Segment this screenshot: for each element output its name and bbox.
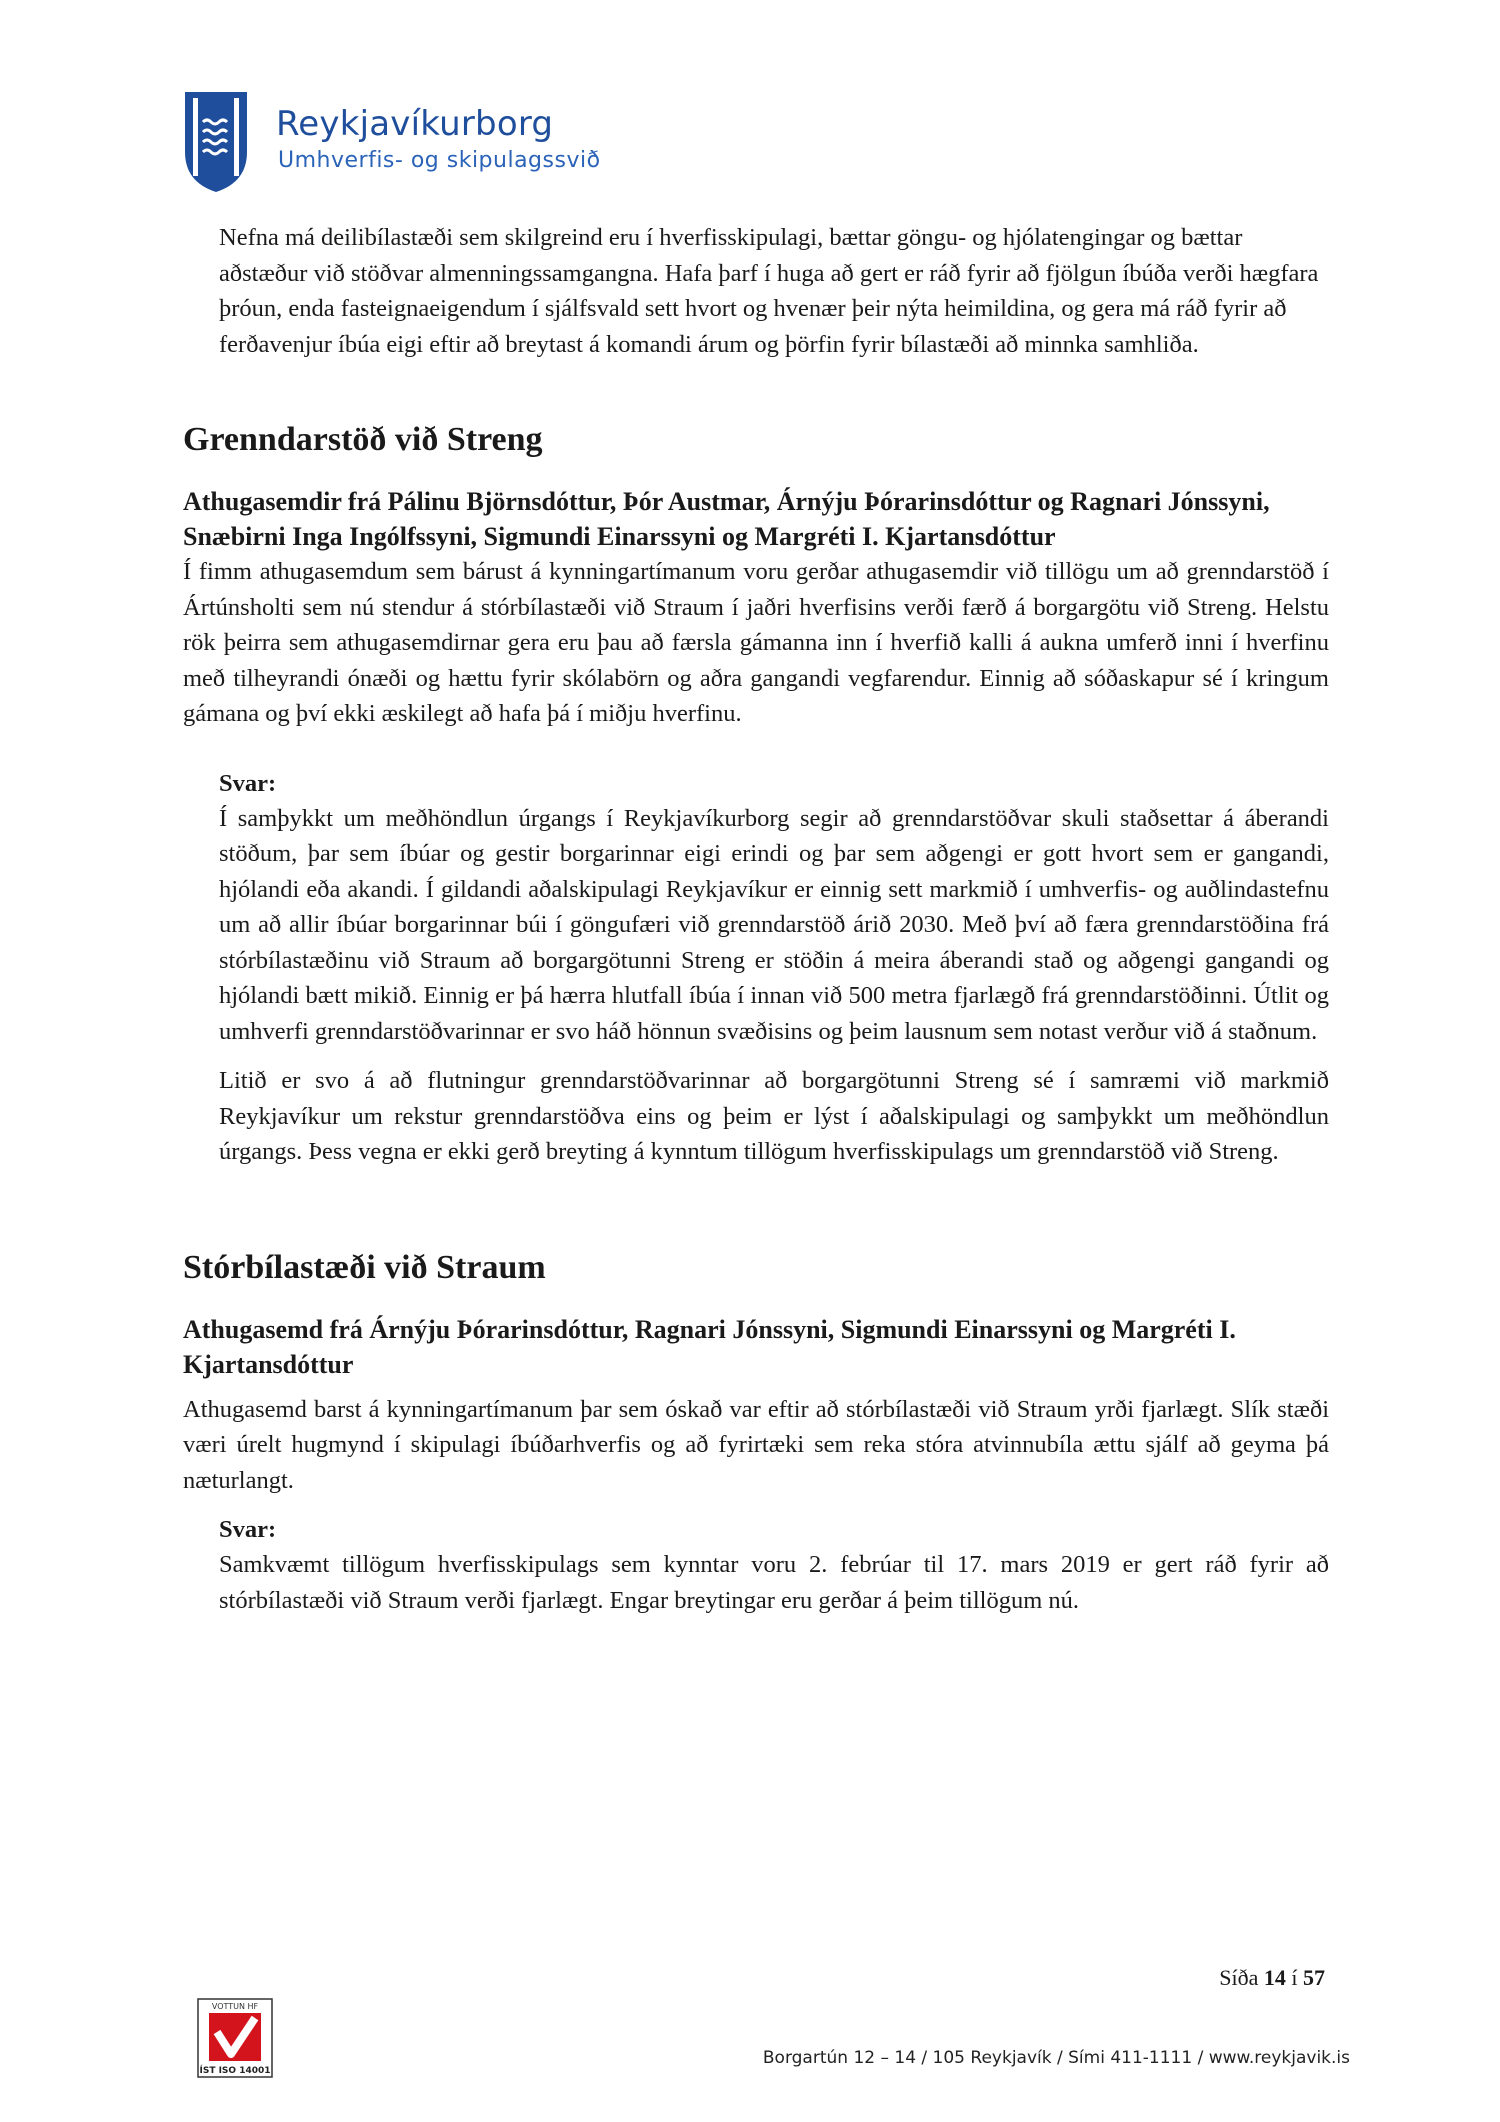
footer-address: Borgartún 12 – 14 / 105 Reykjavík / Sími 411-1111 / www.reykjavik.is: [762, 2048, 1350, 2068]
org-name: Reykjavíkurborg: [276, 104, 554, 144]
answer-paragraph: Í samþykkt um meðhöndlun úrgangs í Reykjavíkurborg segir að grenndarstöðvar skuli staðsettar á áberandi stöðum, þar sem íbúar og gestir borgarinnar eigi erindi og þar sem aðgengi er gott hvort sem er gangandi, hjólandi eða akandi. Í gildandi aðalskipulagi Reykjavíkur er einnig sett markmið í umhverfis- og auðlindastefnu um að allir íbúar borgarinnar búi í göngufæri við grenndarstöð árið 2030. Með því að færa grenndarstöðina frá stórbílastæðinu við Straum að borgargötunni Streng er stöðin á meira áberandi stað og aðgengi gangandi og hjólandi bætt mikið. Einnig er þá hærra hlutfall íbúa í innan við 500 metra fjarlægð frá grenndarstöðinni. Útlit og umhverfi grenndarstöðvarinnar er svo háð hönnun svæðisins og þeim lausnum sem notast verður við á staðnum.: [219, 804, 1329, 1045]
answer-label: Svar:: [219, 1516, 277, 1543]
intro-paragraph: Nefna má deilibílastæði sem skilgreind eru í hverfisskipulagi, bættar göngu- og hjólatengingar og bættar aðstæður við stöðvar almenningssamgangna. Hafa þarf í huga að gert er ráð fyrir að fjölgun íbúða verði hægfara þróun, enda fasteignaeigendum í sjálfsvald sett hvort og hvenær þeir nýta heimildina, og gera má ráð fyrir að ferðavenjur íbúa eigi eftir að breytast á komandi árum og þörfin fyrir bílastæði að minnka samhliða.: [219, 224, 1319, 358]
page-number: Síða 14 í 57: [1219, 1965, 1325, 1990]
section-title-grenndarstod: Grenndarstöð við Streng: [183, 421, 543, 458]
org-subtitle: Umhverfis- og skipulagssvið: [278, 148, 601, 173]
section-subheading-storbilastaedi: Athugasemd frá Árnýju Þórarinsdóttur, Ragnari Jónssyni, Sigmundi Einarssyni og Margréti I. Kjartansdóttur: [183, 1314, 1236, 1379]
document-body: [183, 220, 1329, 1618]
reykjavik-crest-icon: [183, 90, 249, 194]
cert-top-text: VOTTUN HF: [211, 2002, 259, 2011]
section-body-grenndarstod: Í fimm athugasemdum sem bárust á kynningartímanum voru gerðar athugasemdir við tillögu um að grenndarstöð í Ártúnsholti sem nú stendur á stórbílastæði við Straum í jaðri hverfisins verði færð á borgargötu við Streng. Helstu rök þeirra sem athugasemdirnar gera eru þau að færsla gámanna inn í hverfið kalli á aukna umferð inni í hverfinu með tilheyrandi ónæði og hættu fyrir skólabörn og aðra gangandi vegfarendur. Einnig að sóðaskapur sé í kringum gámana og því ekki æskilegt að hafa þá í miðju hverfinu.: [183, 558, 1329, 727]
section-subheading-grenndarstod: Athugasemdir frá Pálinu Björnsdóttur, Þór Austmar, Árnýju Þórarinsdóttur og Ragnari Jónssyni, Snæbirni Inga Ingólfssyni, Sigmundi Einarssyni og Margréti I. Kjartansdóttur: [183, 487, 1270, 551]
answer-paragraph: Samkvæmt tillögum hverfisskipulags sem kynntar voru 2. febrúar til 17. mars 2019 er gert ráð fyrir að stórbílastæði við Straum verði fjarlægt. Engar breytingar eru gerðar á þeim tillögum nú.: [219, 1551, 1329, 1614]
section-title-storbilastaedi: Stórbílastæði við Straum: [183, 1248, 546, 1286]
cert-bottom-text: ÍST ISO 14001: [199, 2066, 271, 2076]
answer-label: Svar:: [219, 769, 277, 797]
answer-paragraph: Litið er svo á að flutningur grenndarstöðvarinnar að borgargötunni Streng sé í samræmi við markmið Reykjavíkur um rekstur grenndarstöðva eins og þeim er lýst í aðalskipulagi og samþykkt um meðhöndlun úrgangs. Þess vegna er ekki gerð breyting á kynntum tillögum hverfisskipulags um grenndarstöð við Streng.: [219, 1067, 1329, 1165]
section-body-storbilastaedi: Athugasemd barst á kynningartímanum þar sem óskað var eftir að stórbílastæði við Straum yrði fjarlægt. Slík stæði væri úrelt hugmynd í skipulagi íbúðarhverfis og að fyrirtæki sem reka stóra atvinnubíla ættu sjálf að geyma þá næturlangt.: [183, 1395, 1329, 1494]
iso-certification-logo-icon: [197, 1998, 273, 2078]
